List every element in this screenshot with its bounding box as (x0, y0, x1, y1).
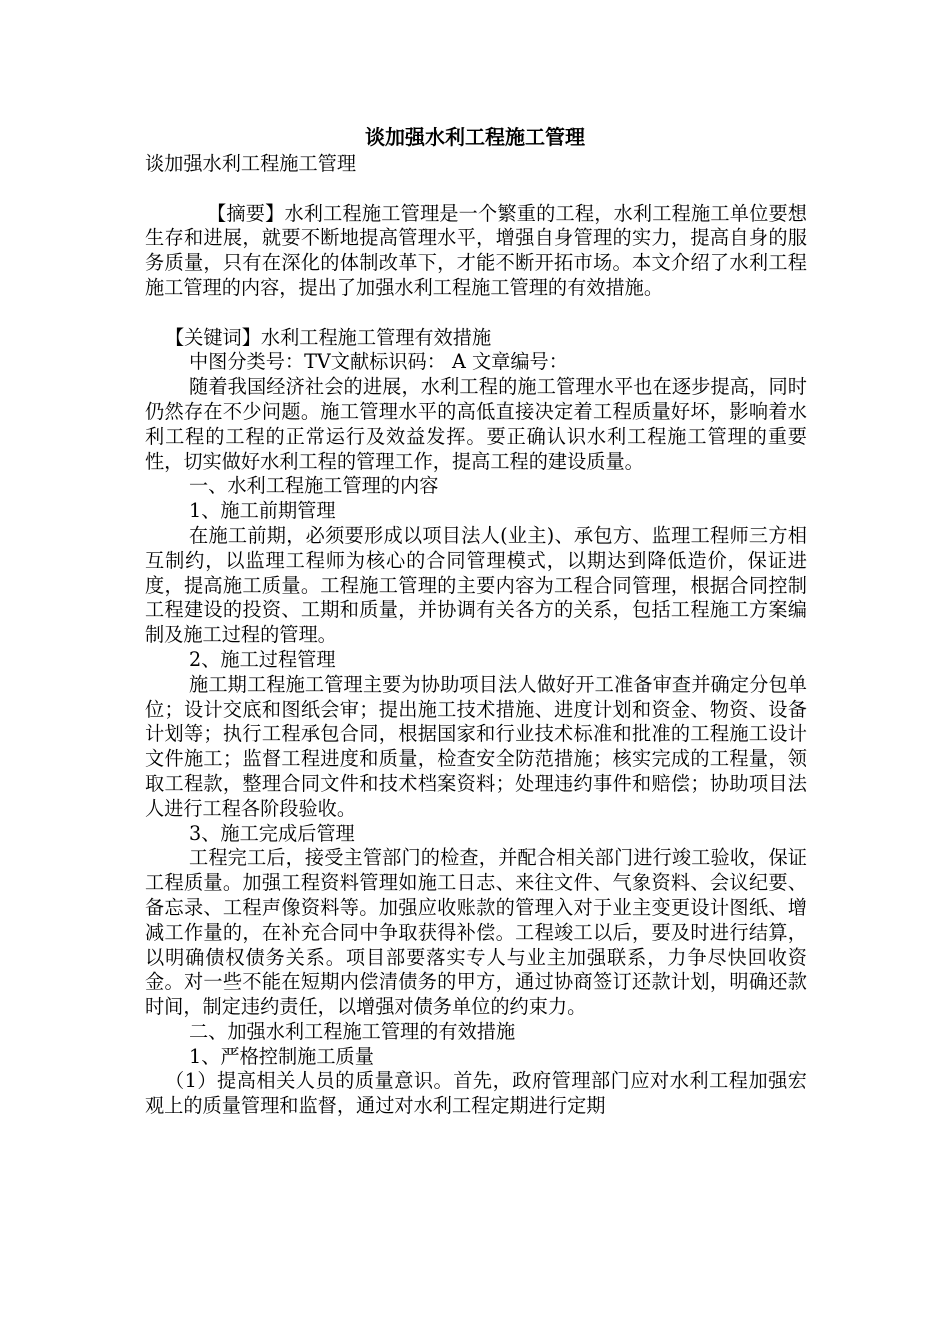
subsection-paragraph-1-3: 工程完工后，接受主管部门的检查，并配合相关部门进行竣工验收，保证工程质量。加强工程资料管理如施工日志、来往文件、气象资料、会议纪要、备忘录、工程声像资料等。加强应收账款的管理入对于业主变更设计图纸、增减工作量的，在补充合同中争取获得补偿。工程竣工以后，要及时进行结算，以明确债权债务关系。项目部要落实专人与业主加强联系，力争尽快回收资金。对一些不能在短期内偿清债务的甲方，通过协商签订还款计划，明确还款时间，制定违约责任，以增强对债务单位的约束力。 (145, 846, 807, 1019)
subsection-heading-1-2: 2、施工过程管理 (189, 647, 336, 671)
subsection-paragraph-1-2: 施工期工程施工管理主要为协助项目法人做好开工准备审查并确定分包单位；设计交底和图纸会审；提出施工技术措施、进度计划和资金、物资、设备计划等；执行工程承包合同，根据国家和行业技术标准和批准的工程施工设计文件施工；监督工程进度和质量，检查安全防范措施；核实完成的工程量，领取工程款，整理合同文件和技术档案资料；处理违约事件和赔偿；协助项目法人进行工程各阶段验收。 (145, 672, 807, 820)
document-subtitle: 谈加强水利工程施工管理 (145, 152, 357, 175)
section-heading-1: 一、水利工程施工管理的内容 (189, 474, 439, 498)
section-heading-2: 二、加强水利工程施工管理的有效措施 (189, 1019, 516, 1043)
abstract-paragraph: 【摘要】水利工程施工管理是一个繁重的工程，水利工程施工单位要想生存和进展，就要不断地提高管理水平，增强自身管理的实力，提高自身的服务质量，只有在深化的体制改革下，才能不断开拓市场。本文介绍了水利工程施工管理的内容，提出了加强水利工程施工管理的有效措施。 (145, 201, 807, 299)
subsection-heading-1-1: 1、施工前期管理 (189, 499, 336, 523)
keywords-line: 【关键词】水利工程施工管理有效措施 (165, 325, 492, 349)
blank-line (145, 301, 807, 326)
classification-line: 中图分类号：TV文献标识码： A 文章编号： (189, 350, 568, 374)
document-title: 谈加强水利工程施工管理 (365, 125, 585, 149)
document-body (145, 152, 807, 1119)
intro-paragraph: 随着我国经济社会的进展，水利工程的施工管理水平也在逐步提高，同时仍然存在不少问题。施工管理水平的高低直接决定着工程质量好坏，影响着水利工程的工程的正常运行及效益发挥。要正确认识水利工程施工管理的重要性，切实做好水利工程的管理工作，提高工程的建设质量。 (145, 375, 807, 473)
blank-line (145, 177, 807, 202)
subsection-paragraph-2-1: （1）提高相关人员的质量意识。首先，政府管理部门应对水利工程加强宏观上的质量管理和监督，通过对水利工程定期进行定期 (145, 1069, 807, 1118)
subsection-paragraph-1-1: 在施工前期，必须要形成以项目法人(业主)、承包方、监理工程师三方相互制约，以监理工程师为核心的合同管理模式，以期达到降低造价，保证进度，提高施工质量。工程施工管理的主要内容为工程合同管理，根据合同控制工程建设的投资、工期和质量，并协调有关各方的关系，包括工程施工方案编制及施工过程的管理。 (145, 523, 807, 647)
subsection-heading-2-1: 1、严格控制施工质量 (189, 1044, 374, 1068)
subsection-heading-1-3: 3、施工完成后管理 (189, 821, 355, 845)
